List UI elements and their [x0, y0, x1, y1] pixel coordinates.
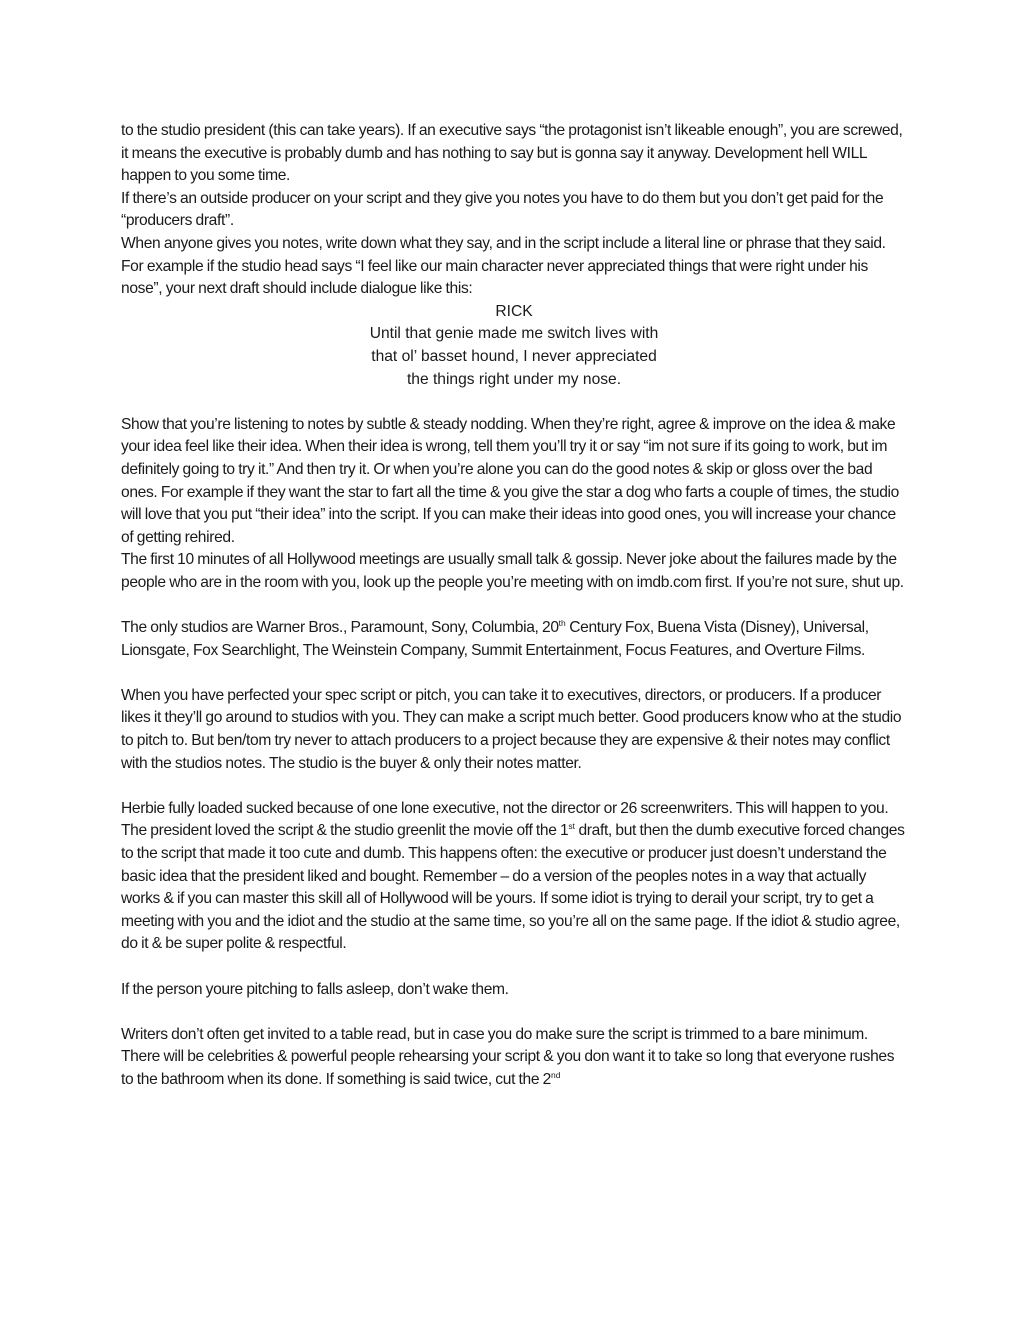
- paragraph-text: Herbie fully loaded sucked because of one lone executive, not the director or 26 screenwriters. This will happen to you. The president loved the script & the studio greenlit the movie off the 1: [121, 799, 889, 840]
- paragraph-herbie-executive: [121, 798, 907, 956]
- paragraph-meetings-small-talk: The first 10 minutes of all Hollywood meetings are usually small talk & gossip. Never joke about the failures made by the people who are in the room with you, look up the people you’re meeting with on imdb.com first. If you’re not sure, shut up.: [121, 551, 904, 591]
- paragraph-studios-list: [121, 617, 907, 662]
- paragraph-spacer: [121, 1001, 907, 1024]
- dialogue-line: the things right under my nose.: [406, 370, 622, 388]
- paragraph-text: Writers don’t often get invited to a table read, but in case you do make sure the script is trimmed to a bare minimum. There will be celebrities & powerful people rehearsing your script & you don want it to take so long that everyone rushes to the bathroom when its done. If something is said twice, cut the 2: [121, 1025, 895, 1088]
- paragraph-text: draft, but then the dumb executive forced changes to the script that made it too cute and dumb. This happens often: the executive or producer just doesn’t understand the basic idea that the president liked and bought. Remember – do a version of the peoples notes in a way that actually works & if you can master this skill all of Hollywood will be yours. If some idiot is trying to derail your script, try to get a meeting with you and the idiot and the studio at the same time, so you’re all on the same page. If the idiot & studio agree, do it & be super polite & respectful.: [121, 822, 905, 953]
- paragraph-spacer: [121, 775, 907, 798]
- paragraph-outside-producer: If there’s an outside producer on your script and they give you notes you have to do them but you don’t get paid for the “producers draft”.: [121, 189, 884, 230]
- paragraph-spec-script-producers: When you have perfected your spec script or pitch, you can take it to executives, directors, or producers. If a producer likes it they’ll go around to studios with you. They can make a script much better. Good producers know who at the studio to pitch to. But ben/tom try never to attach producers to a project because they are expensive & their notes may conflict with the studios notes. The studio is the buyer & only their notes matter.: [121, 686, 902, 772]
- paragraph-notes-literal-line: When anyone gives you notes, write down what they say, and in the script include a literal line or phrase that they said. For example if the studio head says “I feel like our main character never appreciated things that were right under his nose”, your next draft should include dialogue like this:: [121, 234, 886, 298]
- dialogue-character-name: RICK: [495, 302, 533, 320]
- dialogue-line: Until that genie made me switch lives with: [369, 325, 659, 343]
- dialogue-line: that ol’ basset hound, I never appreciated: [371, 347, 657, 365]
- document-page: [121, 120, 907, 1092]
- paragraph-listening-to-notes: Show that you’re listening to notes by subtle & steady nodding. When they’re right, agree & improve on the idea & make your idea feel like their idea. When their idea is wrong, tell them you’ll try it or say “im not sure if its going to work, but im definitely going to try it.” And then try it. Or when you’re alone you can do the good notes & skip or gloss over the bad ones. For example if they want the star to fart all the time & you give the star a dog who farts a couple of times, the studio will love that you put “their idea” into the script. If you can make their ideas into good ones, you will increase your chance of getting rehired.: [121, 415, 899, 546]
- ordinal-superscript: nd: [550, 1069, 561, 1080]
- paragraph-text: The only studios are Warner Bros., Paramount, Sony, Columbia, 20: [121, 619, 559, 637]
- paragraph-spacer: [121, 391, 907, 414]
- paragraph-spacer: [121, 662, 907, 685]
- paragraph-spacer: [121, 594, 907, 617]
- ordinal-superscript: st: [568, 821, 575, 832]
- paragraph-studio-president: to the studio president (this can take years). If an executive says “the protagonist isn’t likeable enough”, you are screwed, it means the executive is probably dumb and has nothing to say but is gonna say it anyway. Development hell WILL happen to you some time.: [121, 122, 903, 185]
- paragraph-falls-asleep: If the person youre pitching to falls asleep, don’t wake them.: [121, 980, 509, 998]
- paragraph-spacer: [121, 956, 907, 979]
- script-dialogue-block: [121, 301, 907, 391]
- paragraph-text: Century Fox, Buena Vista (Disney), Universal, Lionsgate, Fox Searchlight, The Weinstein Company, Summit Entertainment, Focus Features, and Overture Films.: [121, 619, 869, 659]
- ordinal-superscript: th: [558, 617, 566, 628]
- paragraph-table-read: [121, 1024, 907, 1092]
